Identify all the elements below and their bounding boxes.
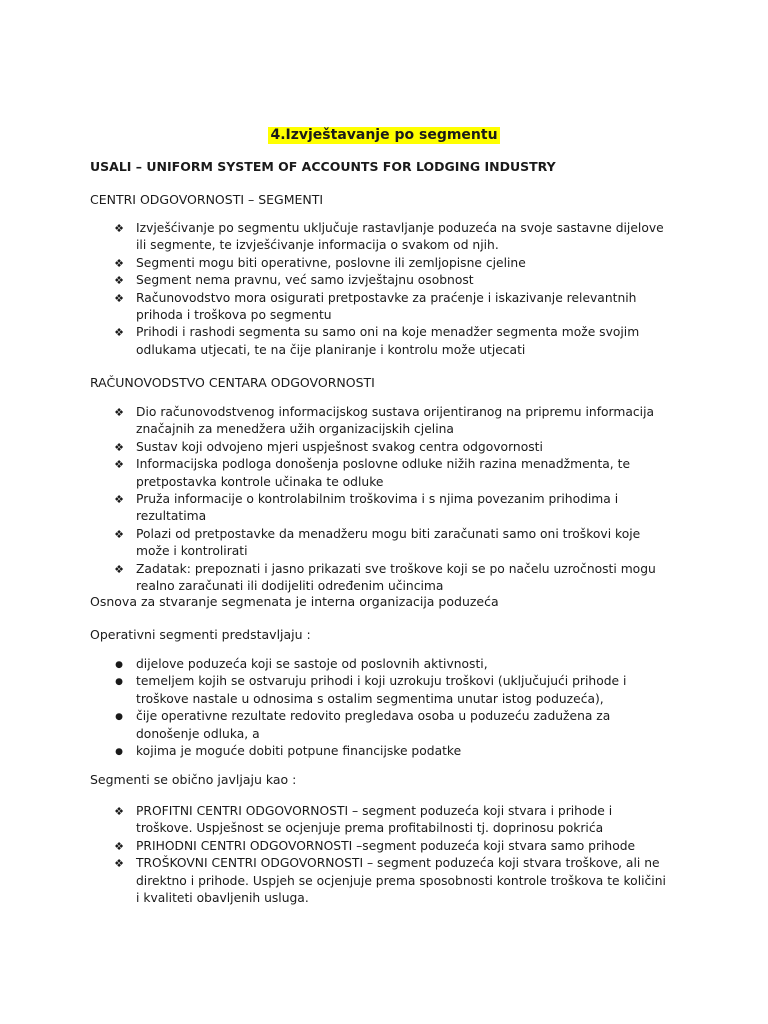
bullet-list-centri-tipovi <box>112 803 672 907</box>
dot-bullet-icon: ● <box>115 712 123 723</box>
list-item: ❖ TROŠKOVNI CENTRI ODGOVORNOSTI – segment poduzeća koji stvara troškove, ali ne direktno i prihode. Uspjeh se ocjenjuje prema sposobnosti kontrole troškova te količini i kvaliteti obavljenih usluga. <box>112 855 672 907</box>
diamond-bullet-icon: ❖ <box>114 562 124 576</box>
bullet-list-operativni <box>112 656 672 760</box>
list-item: ❖ Zadatak: prepoznati i jasno prikazati sve troškove koji se po načelu uzročnosti mogu realno zaračunati ili dodijeliti određenim učincima <box>112 561 672 596</box>
diamond-bullet-icon: ❖ <box>114 256 124 270</box>
diamond-bullet-icon: ❖ <box>114 440 124 454</box>
list-item: ● dijelove poduzeća koji se sastoje od poslovnih aktivnosti, <box>112 656 672 673</box>
list-item: ● čije operativne rezultate redovito pregledava osoba u poduzeću zadužena za donošenje odluka, a <box>112 708 672 743</box>
bullet-list-centri <box>112 220 672 359</box>
list-item: ❖ Računovodstvo mora osigurati pretpostavke za praćenje i iskazivanje relevantnih prihoda i troškova po segmentu <box>112 290 672 325</box>
diamond-bullet-icon: ❖ <box>114 458 124 472</box>
paragraph-segmenti: Segmenti se obično javljaju kao : <box>90 772 297 787</box>
diamond-bullet-icon: ❖ <box>114 839 124 853</box>
diamond-bullet-icon: ❖ <box>114 274 124 288</box>
list-item: ❖ Sustav koji odvojeno mjeri uspješnost svakog centra odgovornosti <box>112 439 672 456</box>
diamond-bullet-icon: ❖ <box>114 857 124 871</box>
list-item: ❖ Pruža informacije o kontrolabilnim troškovima i s njima povezanim prihodima i rezultatima <box>112 491 672 526</box>
list-item: ● temeljem kojih se ostvaruju prihodi i koji uzrokuju troškovi (uključujući prihode i troškove nastale u odnosima s ostalim segmentima unutar istog poduzeća), <box>112 673 672 708</box>
diamond-bullet-icon: ❖ <box>114 527 124 541</box>
diamond-bullet-icon: ❖ <box>114 291 124 305</box>
diamond-bullet-icon: ❖ <box>114 805 124 818</box>
usali-heading: USALI – UNIFORM SYSTEM OF ACCOUNTS FOR LODGING INDUSTRY <box>90 159 556 174</box>
dot-bullet-icon: ● <box>115 660 123 670</box>
list-item: ❖ Informacijska podloga donošenja poslovne odluke nižih razina menadžmenta, te pretpostavka kontrole učinaka te odluke <box>112 456 672 491</box>
list-item: ❖ PRIHODNI CENTRI ODGOVORNOSTI –segment poduzeća koji stvara samo prihode <box>112 838 672 855</box>
list-item: ❖ PROFITNI CENTRI ODGOVORNOSTI – segment poduzeća koji stvara i prihode i troškove. Uspješnost se ocjenjuje prema profitabilnosti tj. doprinosu pokrića <box>112 803 672 838</box>
list-item: ❖ Polazi od pretpostavke da menadžeru mogu biti zaračunati samo oni troškovi koje može i kontrolirati <box>112 526 672 561</box>
diamond-bullet-icon: ❖ <box>114 406 124 419</box>
diamond-bullet-icon: ❖ <box>114 326 124 340</box>
dot-bullet-icon: ● <box>115 677 123 688</box>
section-heading-centri: CENTRI ODGOVORNOSTI – SEGMENTI <box>90 192 324 207</box>
paragraph-osnova: Osnova za stvaranje segmenata je interna organizacija poduzeća <box>90 594 499 609</box>
diamond-bullet-icon: ❖ <box>114 222 124 235</box>
list-item: ❖ Prihodi i rashodi segmenta su samo oni na koje menadžer segmenta može svojim odlukama utjecati, te na čije planiranje i kontrolu može utjecati <box>112 324 672 359</box>
section-heading-racunovodstvo: RAČUNOVODSTVO CENTARA ODGOVORNOSTI <box>90 375 375 390</box>
list-item: ● kojima je moguće dobiti potpune financijske podatke <box>112 743 672 760</box>
list-item: ❖ Izvješćivanje po segmentu uključuje rastavljanje poduzeća na svoje sastavne dijelove ili segmente, te izvješćivanje informacija o svakom od njih. <box>112 220 672 255</box>
dot-bullet-icon: ● <box>115 747 123 758</box>
list-item: ❖ Segmenti mogu biti operativne, poslovne ili zemljopisne cjeline <box>112 255 672 272</box>
page-title: 4.Izvještavanje po segmentu <box>270 127 498 143</box>
list-item: ❖ Dio računovodstvenog informacijskog sustava orijentiranog na pripremu informacija značajnih za menedžera užih organizacijskih cjelina <box>112 404 672 439</box>
title-container <box>0 124 768 144</box>
paragraph-operativni: Operativni segmenti predstavljaju : <box>90 627 311 642</box>
diamond-bullet-icon: ❖ <box>114 493 124 507</box>
bullet-list-racunovodstvo <box>112 404 672 595</box>
list-item: ❖ Segment nema pravnu, već samo izvještajnu osobnost <box>112 272 672 289</box>
